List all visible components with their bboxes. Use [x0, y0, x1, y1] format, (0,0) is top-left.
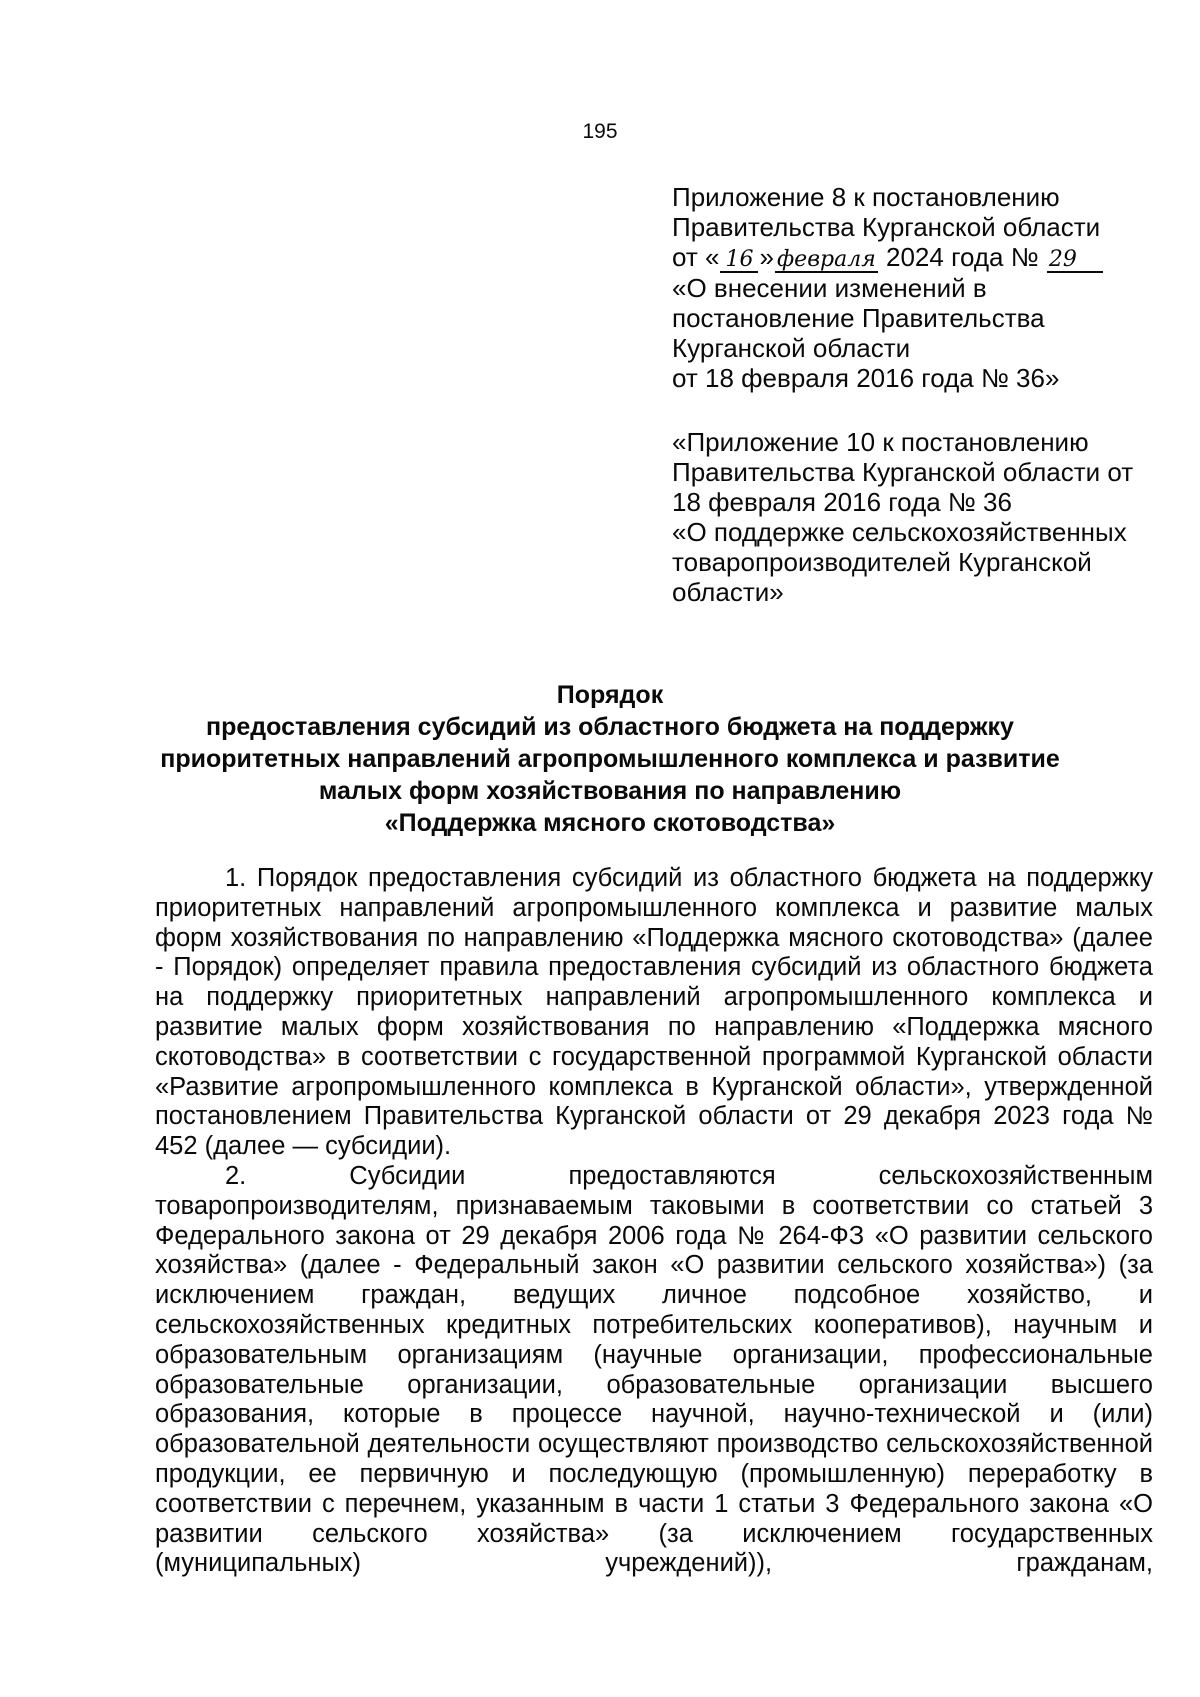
page-number: 195: [582, 120, 618, 143]
document-title-line: предоставления субсидий из областного бюджета на поддержку: [206, 713, 1014, 741]
appendix-header: [672, 182, 1142, 393]
original-appendix-line: товаропроизводителей Курганской: [672, 547, 1092, 577]
document-title-line: «Поддержка мясного скотоводства»: [384, 809, 836, 837]
date-year: 2024 года №: [878, 242, 1046, 272]
original-appendix-line: «О поддержке сельскохозяйственных: [672, 517, 1127, 547]
appendix-header-line: «О внесении изменений в: [672, 273, 987, 303]
appendix-header-line: постановление Правительства: [672, 303, 1045, 333]
document-title-line: Порядок: [556, 681, 664, 709]
paragraph-2: 2. Субсидии предоставляются сельскохозяйственным товаропроизводителям, признаваемым таковыми в соответствии со статьей 3 Федерального закона от 29 декабря 2006 года № 264-ФЗ «О развитии сельского хозяйства» (далее - Федеральный закон «О развитии сельского хозяйства») (за исключением граждан, ведущих личное подсобное хозяйство, и сельскохозяйственных кредитных потребительских кооперативов), научным и образовательным организациям (научные организации, профессиональные образовательные организации, образовательные организации высшего образования, которые в процессе научной, научно-технической и (или) образовательной деятельности осуществляют производство сельскохозяйственной продукции, ее первичную и последующую (промышленную) переработку в соответствии с перечнем, указанным в части 1 статьи 3 Федерального закона «О развитии сельского хозяйства» (за исключением государственных (муниципальных) учреждений)), гражданам,: [155, 1161, 1153, 1578]
handwritten-month: февраля: [776, 247, 876, 272]
document-title-line: приоритетных направлений агропромышленного комплекса и развитие: [160, 745, 1060, 773]
date-prefix: от «: [672, 242, 720, 272]
appendix-header-line: Приложение 8 к постановлению: [672, 182, 1060, 212]
document-body: [155, 864, 1153, 1579]
handwritten-day: 16: [720, 249, 758, 273]
original-appendix-line: 18 февраля 2016 года № 36: [672, 487, 1012, 517]
appendix-header-line: Правительства Курганской области: [672, 212, 1101, 242]
original-appendix-line: «Приложение 10 к постановлению: [672, 427, 1089, 457]
document-title: [160, 679, 1060, 839]
original-appendix-line: Правительства Курганской области от: [672, 457, 1134, 487]
paragraph-1: 1. Порядок предоставления субсидий из областного бюджета на поддержку приоритетных направлений агропромышленного комплекса и развитие малых форм хозяйствования по направлению «Поддержка мясного скотоводства» (далее - Порядок) определяет правила предоставления субсидий из областного бюджета на поддержку приоритетных направлений агропромышленного комплекса и развитие малых форм хозяйствования по направлению «Поддержка мясного скотоводства» в соответствии с государственной программой Курганской области «Развитие агропромышленного комплекса в Курганской области», утвержденной постановлением Правительства Курганской области от 29 декабря 2023 года № 452 (далее — субсидии).: [155, 864, 1153, 1161]
document-title-line: малых форм хозяйствования по направлению: [318, 777, 902, 805]
appendix-date-line: [672, 242, 1142, 273]
original-appendix-header: [672, 427, 1142, 607]
date-quote-close: »: [759, 242, 774, 272]
appendix-header-line: от 18 февраля 2016 года № 36»: [672, 363, 1060, 393]
handwritten-number: 29: [1047, 249, 1103, 273]
original-appendix-line: области»: [672, 577, 784, 607]
appendix-header-line: Курганской области: [672, 333, 911, 363]
